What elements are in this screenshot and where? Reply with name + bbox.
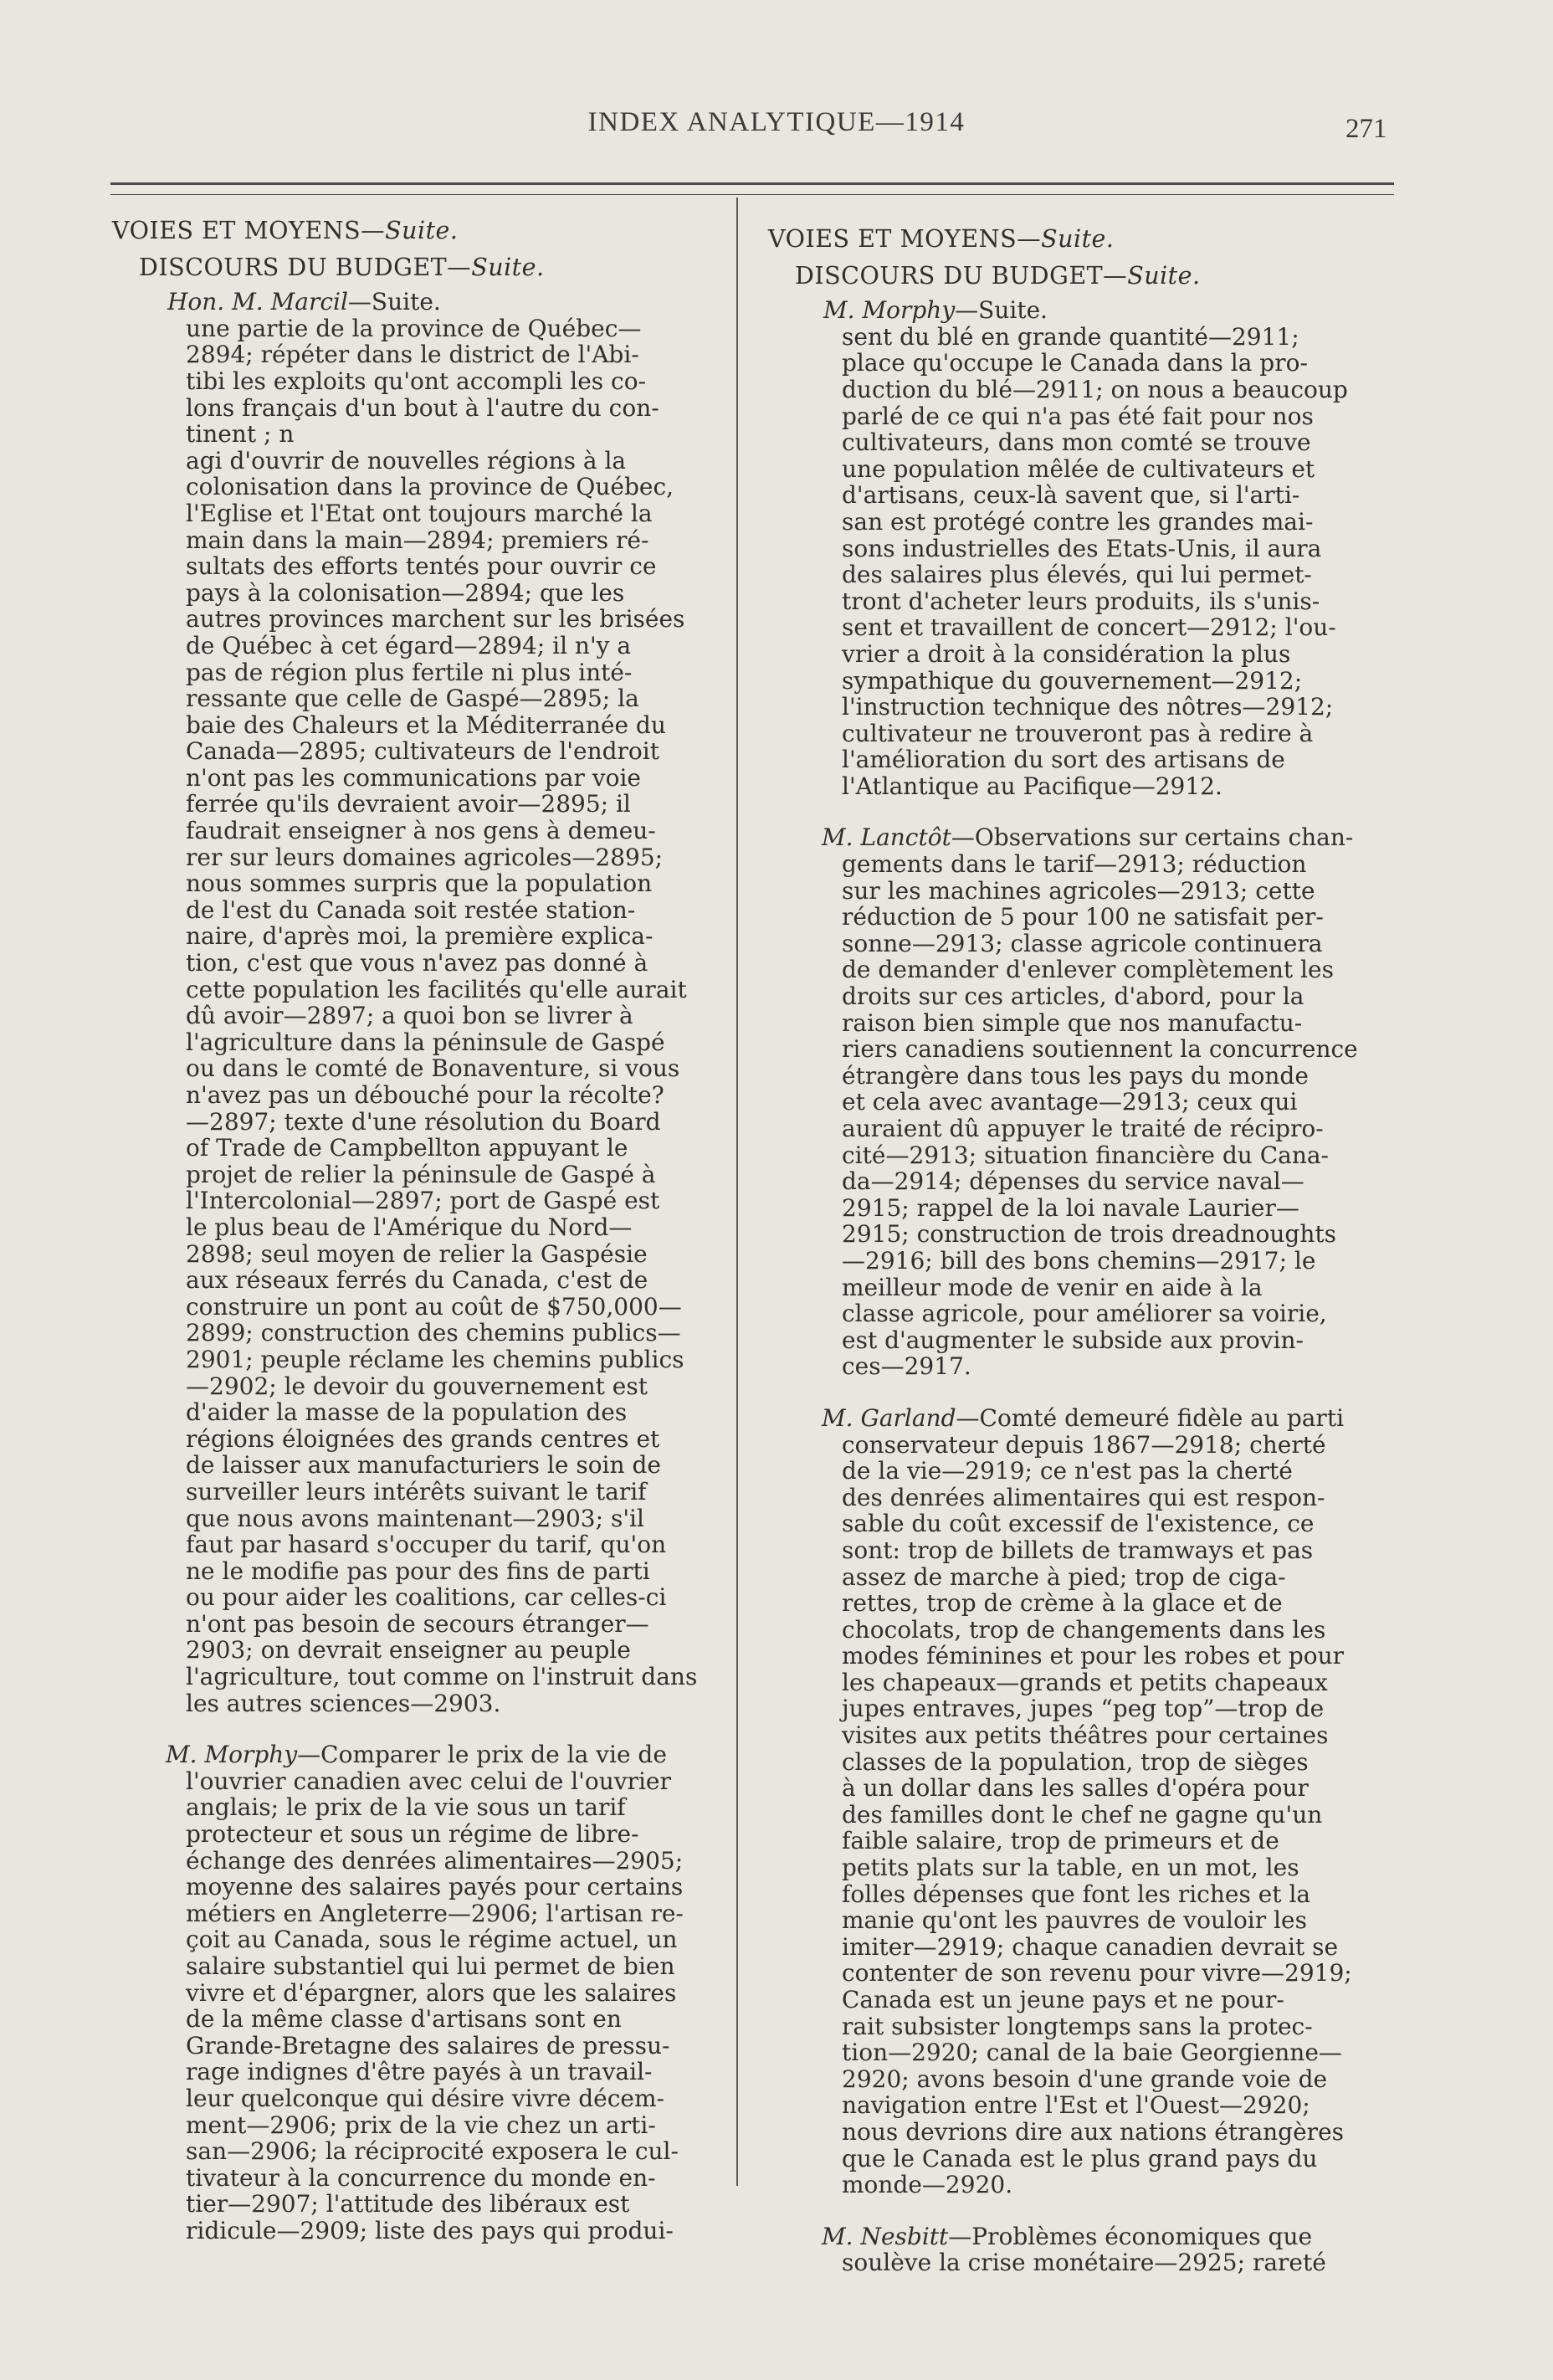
text-line: 2903; on devrait enseigner au peuple xyxy=(186,1636,631,1664)
text-line: et cela avec avantage—2913; ceux qui xyxy=(842,1088,1298,1116)
text-line: 2898; seul moyen de relier la Gaspésie xyxy=(186,1239,648,1268)
text-line: salaire substantiel qui lui permet de bien xyxy=(186,1952,675,1980)
text-line: ressante que celle de Gaspé—2895; la xyxy=(186,685,639,713)
page-number: 271 xyxy=(1345,114,1387,144)
text-line: modes féminines et pour les robes et pour xyxy=(842,1642,1345,1670)
text-line: aux réseaux ferrés du Canada, c'est de xyxy=(186,1266,648,1295)
text-line: baie des Chaleurs et la Méditerranée du xyxy=(186,710,666,739)
text-line: Canada—2895; cultivateurs de l'endroit xyxy=(186,737,659,766)
text-line: d'artisans, ceux-là savent que, si l'arti- xyxy=(842,481,1300,510)
text-line: contenter de son revenu pour vivre—2919; xyxy=(842,1959,1352,1988)
text-line: nous sommes surpris que la population xyxy=(186,869,653,898)
text-line: colonisation dans la province de Québec, xyxy=(186,473,674,501)
text-line: tinent ; n xyxy=(186,420,295,449)
text-line: assez de marche à pied; trop de ciga- xyxy=(842,1562,1286,1591)
running-head: INDEX ANALYTIQUE—1914 xyxy=(587,107,966,137)
text-line: d'aider la masse de la population des xyxy=(186,1398,628,1427)
text-line: Grande-Bretagne des salaires de pressu- xyxy=(186,2031,670,2059)
text-line: autres provinces marchent sur les brisées xyxy=(186,605,685,633)
entry-body xyxy=(112,1768,731,2244)
text-line: de l'est du Canada soit restée station- xyxy=(186,895,636,924)
text-line: leur quelconque qui désire vivre décem- xyxy=(186,2084,665,2112)
text-line: le plus beau de l'Amérique du Nord— xyxy=(186,1213,633,1241)
text-line: une population mêlée de cultivateurs et xyxy=(842,454,1315,483)
text-line: 2901; peuple réclame les chemins publics xyxy=(186,1345,684,1373)
text-line: meilleur mode de venir en aide à la xyxy=(842,1273,1263,1301)
text-line: l'ouvrier canadien avec celui de l'ouvrier xyxy=(186,1767,671,1795)
text-line: ou dans le comté de Bonaventure, si vous xyxy=(186,1054,680,1083)
entry-first-line: —Observations sur certains chan- xyxy=(951,823,1354,852)
text-line: n'ont pas besoin de secours étranger— xyxy=(186,1609,649,1638)
text-line: sympathique du gouvernement—2912; xyxy=(842,666,1303,695)
entry-body xyxy=(112,315,731,1716)
text-line: échange des denrées alimentaires—2905; xyxy=(186,1846,684,1875)
text-line: droits sur ces articles, d'abord, pour la xyxy=(842,982,1304,1011)
text-line: étrangère dans tous les pays du monde xyxy=(842,1061,1309,1090)
text-line: cultivateurs, dans mon comté se trouve xyxy=(842,428,1311,457)
text-line: les autres sciences—2903. xyxy=(186,1689,501,1717)
text-line: des denrées alimentaires qui est respon- xyxy=(842,1483,1325,1511)
text-line: tier—2907; l'attitude des libéraux est xyxy=(186,2190,630,2218)
text-line: monde—2920. xyxy=(842,2171,1013,2199)
text-line: visites aux petits théâtres pour certaines xyxy=(842,1721,1329,1750)
text-line: petits plats sur la table, en un mot, les xyxy=(842,1854,1299,1882)
entry-body xyxy=(768,1432,1387,2198)
text-line: ment—2906; prix de la vie chez un arti- xyxy=(186,2111,656,2139)
text-line: da—2914; dépenses du service naval— xyxy=(842,1167,1304,1196)
text-line: 2915; rappel de la loi navale Laurier— xyxy=(842,1193,1299,1222)
text-line: —2902; le devoir du gouvernement est xyxy=(186,1372,648,1400)
text-line: dû avoir—2897; a quoi bon se livrer à xyxy=(186,1002,633,1030)
text-line: navigation entre l'Est et l'Ouest—2920; xyxy=(842,2091,1310,2120)
entry-lanctot xyxy=(768,824,1387,851)
text-line: des familles dont le chef ne gagne qu'un xyxy=(842,1800,1323,1829)
text-line: san est protégé contre les grandes mai- xyxy=(842,507,1314,536)
text-line: chocolats, trop de changements dans les xyxy=(842,1615,1326,1644)
text-line: surveiller leurs intérêts suivant le tarif xyxy=(186,1477,647,1505)
text-line: construire un pont au coût de $750,000— xyxy=(186,1292,682,1321)
speaker-name: M. Garland xyxy=(822,1403,956,1432)
text-line: l'Atlantique au Pacifique—2912. xyxy=(842,772,1222,800)
section-heading-suite: Suite. xyxy=(385,217,459,244)
speaker-name: M. Lanctôt xyxy=(822,823,951,852)
text-line: rait subsister longtemps sans la protec- xyxy=(842,2012,1313,2040)
section-heading-text: VOIES ET MOYENS— xyxy=(112,217,386,244)
speaker-name: Hon. M. Marcil xyxy=(167,288,348,316)
text-line: naire, d'après moi, la première explica- xyxy=(186,922,653,951)
text-line: ne le modifie pas pour des fins de parti xyxy=(186,1557,650,1585)
text-line: cette population les facilités qu'elle aurait xyxy=(186,975,687,1003)
header-rule-thin xyxy=(110,194,1394,195)
text-line: Canada est un jeune pays et ne pour- xyxy=(842,1986,1284,2013)
text-line: de la vie—2919; ce n'est pas la cherté xyxy=(842,1457,1293,1485)
text-line: gements dans le tarif—2913; réduction xyxy=(842,850,1307,879)
text-line: 2899; construction des chemins publics— xyxy=(186,1319,681,1347)
text-line: tion, c'est que vous n'avez pas donné à xyxy=(186,949,648,977)
text-line: of Trade de Campbellton appuyant le xyxy=(186,1134,628,1162)
text-line: ces—2917. xyxy=(842,1352,971,1381)
text-line: ferrée qu'ils devraient avoir—2895; il xyxy=(186,790,631,818)
text-line: ou pour aider les coalitions, car celles-ci xyxy=(186,1583,667,1612)
section-heading-suite: Suite. xyxy=(1041,225,1115,253)
entry-body xyxy=(768,851,1387,1380)
text-line: cité—2913; situation financière du Cana- xyxy=(842,1141,1330,1169)
text-line: faible salaire, trop de primeurs et de xyxy=(842,1827,1279,1855)
text-line: place qu'occupe le Canada dans la pro- xyxy=(842,349,1308,377)
text-line: que le Canada est le plus grand pays du xyxy=(842,2144,1318,2172)
text-line: —2897; texte d'une résolution du Board xyxy=(186,1107,661,1136)
entry-morphy xyxy=(112,1741,731,1768)
right-column xyxy=(768,226,1387,2276)
text-line: tion—2920; canal de la baie Georgienne— xyxy=(842,2039,1342,2067)
section-heading-text: VOIES ET MOYENS— xyxy=(768,225,1042,253)
text-line: moyenne des salaires payés pour certains xyxy=(186,1873,684,1901)
text-line: tront d'acheter leurs produits, ils s'unis- xyxy=(842,587,1320,615)
entry-first-line: —Comparer le prix de la vie de xyxy=(297,1741,667,1769)
text-line: protecteur et sous un régime de libre- xyxy=(186,1820,639,1849)
text-line: folles dépenses que font les riches et la xyxy=(842,1880,1311,1908)
text-line: projet de relier la péninsule de Gaspé à xyxy=(186,1160,656,1188)
text-line: vrier a droit à la considération la plus xyxy=(842,639,1291,668)
subsection-heading-suite: Suite. xyxy=(471,253,545,281)
text-line: faut par hasard s'occuper du tarif, qu'on xyxy=(186,1531,667,1559)
text-line: tivateur à la concurrence du monde en- xyxy=(186,2163,656,2192)
text-line: régions éloignées des grands centres et xyxy=(186,1424,660,1453)
entry-body xyxy=(768,324,1387,800)
text-line: à un dollar dans les salles d'opéra pour xyxy=(842,1774,1309,1803)
text-line: l'amélioration du sort des artisans de xyxy=(842,746,1285,774)
text-line: de laisser aux manufacturiers le soin de xyxy=(186,1451,661,1480)
text-line: nous devrions dire aux nations étrangères xyxy=(842,2117,1345,2146)
text-line: l'instruction technique des nôtres—2912; xyxy=(842,693,1334,721)
text-line: n'avez pas un débouché pour la récolte? xyxy=(186,1081,664,1109)
entry-first-line: —Problèmes économiques que xyxy=(948,2222,1313,2250)
text-line: ridicule—2909; liste des pays qui produi- xyxy=(186,2216,674,2244)
text-line: rer sur leurs domaines agricoles—2895; xyxy=(186,843,664,871)
text-line: agi d'ouvrir de nouvelles régions à la xyxy=(186,446,627,474)
subsection-heading-suite: Suite. xyxy=(1127,261,1201,290)
text-line: manie qu'ont les pauvres de vouloir les xyxy=(842,1906,1307,1935)
text-line: tibi les exploits qu'ont accompli les co- xyxy=(186,367,647,395)
text-line: sonne—2913; classe agricole continuera xyxy=(842,929,1323,957)
text-line: 2915; construction de trois dreadnoughts xyxy=(842,1220,1336,1249)
text-line: de demander d'enlever complètement les xyxy=(842,956,1334,984)
text-line: sons industrielles des Etats-Unis, il aura xyxy=(842,534,1322,562)
text-line: l'agriculture, tout comme on l'instruit dans xyxy=(186,1663,698,1691)
text-line: sur les machines agricoles—2913; cette xyxy=(842,876,1315,905)
text-line: san—2906; la réciprocité exposera le cul- xyxy=(186,2137,679,2166)
speaker-name: M. Morphy xyxy=(166,1741,298,1769)
text-line: réduction de 5 pour 100 ne satisfait per- xyxy=(842,903,1324,931)
text-line: 2894; répéter dans le district de l'Abi- xyxy=(186,341,639,369)
text-line: les chapeaux—grands et petits chapeaux xyxy=(842,1668,1328,1696)
subsection-heading-text: DISCOURS DU BUDGET— xyxy=(795,261,1128,290)
text-line: que nous avons maintenant—2903; s'il xyxy=(186,1504,644,1532)
section-heading xyxy=(112,218,731,244)
text-line: sable du coût excessif de l'existence, ce xyxy=(842,1510,1315,1538)
text-line: anglais; le prix de la vie sous un tarif xyxy=(186,1793,626,1822)
speaker-suite: —Suite. xyxy=(347,288,441,316)
entry-nesbitt xyxy=(768,2224,1387,2250)
text-line: de la même classe d'artisans sont en xyxy=(186,2005,622,2034)
entry-first-line: —Comté demeuré fidèle au parti xyxy=(956,1403,1345,1432)
text-line: —2916; bill des bons chemins—2917; le xyxy=(842,1246,1316,1275)
entry-garland xyxy=(768,1405,1387,1432)
text-line: çoit au Canada, sous le régime actuel, un xyxy=(186,1926,678,1954)
speaker-name: M. Morphy xyxy=(823,296,956,325)
text-line: vivre et d'épargner, alors que les salaires xyxy=(186,1978,677,2007)
text-line: l'agriculture dans la péninsule de Gaspé xyxy=(186,1028,665,1056)
text-line: l'Intercolonial—2897; port de Gaspé est xyxy=(186,1187,660,1215)
text-line: auraient dû appuyer le traité de récipro- xyxy=(842,1115,1324,1142)
text-line: lons français d'un bout à l'autre du con- xyxy=(186,393,659,422)
text-line: cultivateur ne trouveront pas à redire à xyxy=(842,719,1314,747)
text-line: sultats des efforts tentés pour ouvrir ce xyxy=(186,552,657,581)
text-line: rettes, trop de crème à la glace et de xyxy=(842,1589,1283,1618)
text-line: l'Eglise et l'Etat ont toujours marché la xyxy=(186,499,653,527)
left-column xyxy=(112,218,731,2244)
text-line: classe agricole, pour améliorer sa voirie, xyxy=(842,1300,1327,1328)
speaker-line xyxy=(112,289,731,315)
text-line: faudrait enseigner à nos gens à demeu- xyxy=(186,817,656,845)
text-line: raison bien simple que nos manufactu- xyxy=(842,1008,1303,1037)
text-line: pas de région plus fertile ni plus inté- xyxy=(186,658,633,686)
text-line: des salaires plus élevés, qui lui permet- xyxy=(842,561,1312,589)
text-line: 2920; avons besoin d'une grande voie de xyxy=(842,2065,1328,2093)
subsection-heading xyxy=(112,254,731,281)
text-line: sent et travaillent de concert—2912; l'ou- xyxy=(842,613,1336,642)
text-line: parlé de ce qui n'a pas été fait pour nos xyxy=(842,402,1314,430)
speaker-name: M. Nesbitt xyxy=(822,2222,949,2250)
text-line: soulève la crise monétaire—2925; rareté xyxy=(842,2249,1326,2277)
text-line: sont: trop de billets de tramways et pas xyxy=(842,1536,1314,1564)
text-line: main dans la main—2894; premiers ré- xyxy=(186,526,649,554)
text-line: riers canadiens soutiennent la concurrence xyxy=(842,1035,1358,1064)
text-line: duction du blé—2911; on nous a beaucoup xyxy=(842,375,1348,403)
text-line: rage indignes d'être payés à un travail- xyxy=(186,2058,653,2086)
section-heading xyxy=(768,226,1387,253)
subsection-heading-text: DISCOURS DU BUDGET— xyxy=(139,253,472,281)
text-line: sent du blé en grande quantité—2911; xyxy=(842,322,1299,351)
text-line: conservateur depuis 1867—2918; cherté xyxy=(842,1430,1326,1459)
text-line: de Québec à cet égard—2894; il n'y a xyxy=(186,631,632,659)
text-line: métiers en Angleterre—2906; l'artisan re- xyxy=(186,1899,684,1927)
text-line: imiter—2919; chaque canadien devrait se xyxy=(842,1932,1339,1961)
text-line: jupes entraves, jupes “peg top”—trop de xyxy=(842,1695,1325,1723)
text-line: est d'augmenter le subside aux provin- xyxy=(842,1326,1304,1354)
speaker-suite: —Suite. xyxy=(955,296,1048,325)
column-divider xyxy=(736,197,738,2186)
subsection-heading xyxy=(768,263,1387,290)
entry-body xyxy=(768,2249,1387,2276)
text-line: une partie de la province de Québec— xyxy=(186,314,642,342)
text-line: pays à la colonisation—2894; que les xyxy=(186,578,625,607)
header-rule xyxy=(110,182,1394,185)
text-line: classes de la population, trop de sièges xyxy=(842,1747,1309,1776)
text-line: n'ont pas les communications par voie xyxy=(186,763,641,792)
speaker-line xyxy=(768,297,1387,324)
